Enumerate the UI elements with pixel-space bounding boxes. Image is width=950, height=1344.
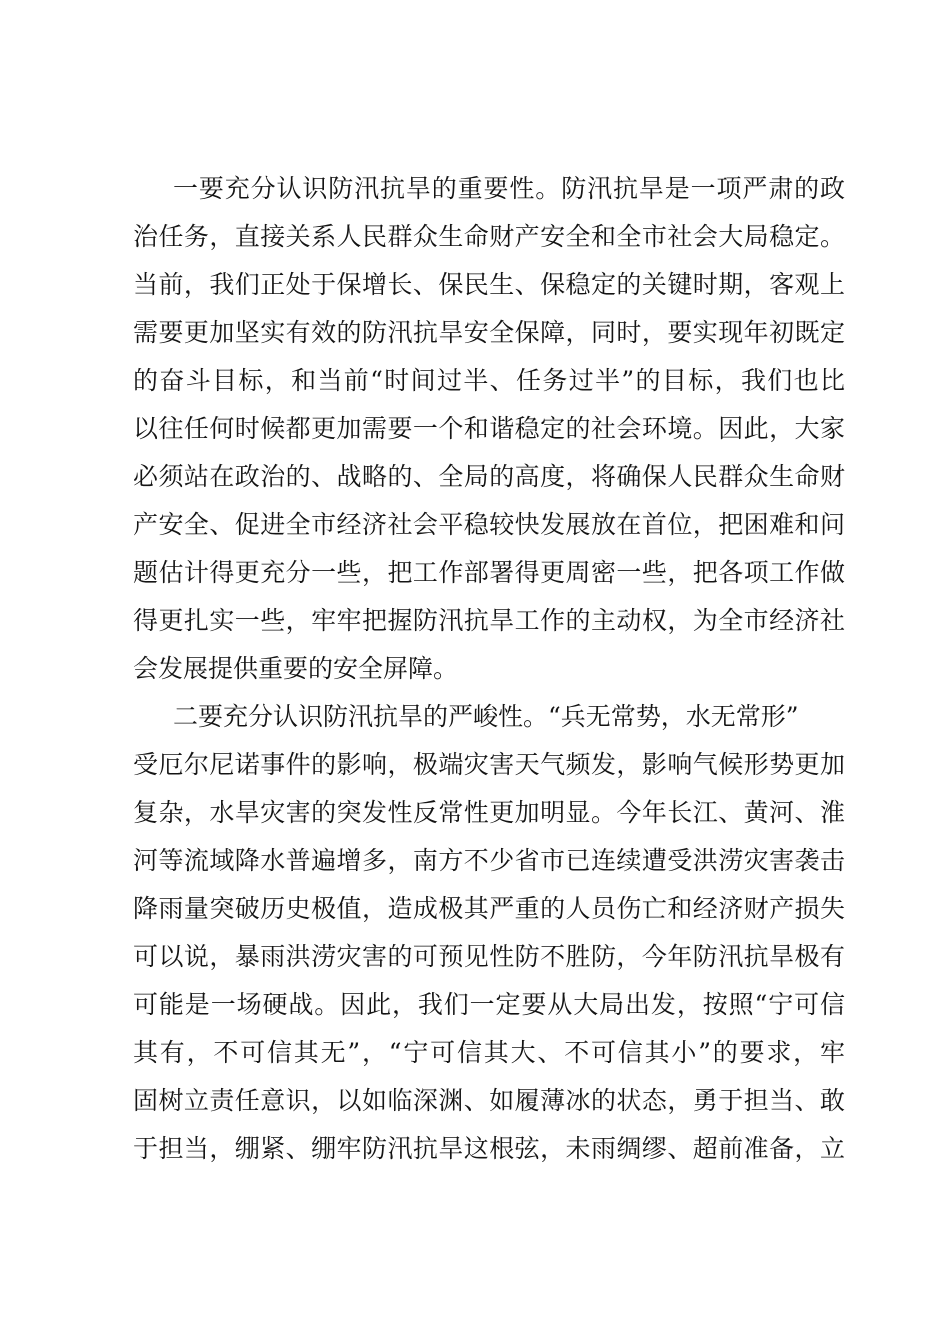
paragraph-1-line-7: 必须站在政治的、战略的、全局的高度，将确保人民群众生命财	[133, 462, 845, 491]
paragraph-1-line-8: 产安全、促进全市经济社会平稳较快发展放在首位，把困难和问	[133, 510, 845, 539]
paragraph-2-line-5: 降雨量突破历史极值，造成极其严重的人员伤亡和经济财产损失	[133, 894, 845, 923]
paragraph-1-line-10: 得更扎实一些，牢牢把握防汛抗旱工作的主动权，为全市经济社	[133, 606, 845, 635]
paragraph-2-line-3: 复杂，水旱灾害的突发性反常性更加明显。今年长江、黄河、淮	[133, 798, 845, 827]
paragraph-1-line-1: 一要充分认识防汛抗旱的重要性。防汛抗旱是一项严肃的政	[173, 174, 845, 203]
paragraph-2-line-6: 可以说，暴雨洪涝灾害的可预见性防不胜防，今年防汛抗旱极有	[133, 942, 845, 971]
paragraph-1-line-2: 治任务，直接关系人民群众生命财产安全和全市社会大局稳定。	[133, 222, 845, 251]
paragraph-1-line-5: 的奋斗目标，和当前“时间过半、任务过半”的目标，我们也比	[133, 366, 845, 395]
paragraph-2-line-2: 受厄尔尼诺事件的影响，极端灾害天气频发，影响气候形势更加	[133, 750, 845, 779]
paragraph-2-line-8: 其有，不可信其无”，“宁可信其大、不可信其小”的要求，牢	[133, 1038, 845, 1067]
paragraph-2-line-4: 河等流域降水普遍增多，南方不少省市已连续遭受洪涝灾害袭击	[133, 846, 845, 875]
paragraph-1-line-4: 需要更加坚实有效的防汛抗旱安全保障，同时，要实现年初既定	[133, 318, 845, 347]
paragraph-2-line-10: 于担当，绷紧、绷牢防汛抗旱这根弦，未雨绸缪、超前准备，立	[133, 1134, 845, 1163]
paragraph-1-line-11: 会发展提供重要的安全屏障。	[133, 654, 459, 683]
paragraph-1-line-6: 以往任何时候都更加需要一个和谐稳定的社会环境。因此，大家	[133, 414, 845, 443]
paragraph-1-line-3: 当前，我们正处于保增长、保民生、保稳定的关键时期，客观上	[133, 270, 845, 299]
paragraph-2-line-9: 固树立责任意识，以如临深渊、如履薄冰的状态，勇于担当、敢	[133, 1086, 845, 1115]
paragraph-2-line-1: 二要充分认识防汛抗旱的严峻性。“兵无常势，水无常形”	[173, 702, 799, 731]
paragraph-1-line-9: 题估计得更充分一些，把工作部署得更周密一些，把各项工作做	[133, 558, 845, 587]
paragraph-2-line-7: 可能是一场硬战。因此，我们一定要从大局出发，按照“宁可信	[133, 990, 845, 1019]
